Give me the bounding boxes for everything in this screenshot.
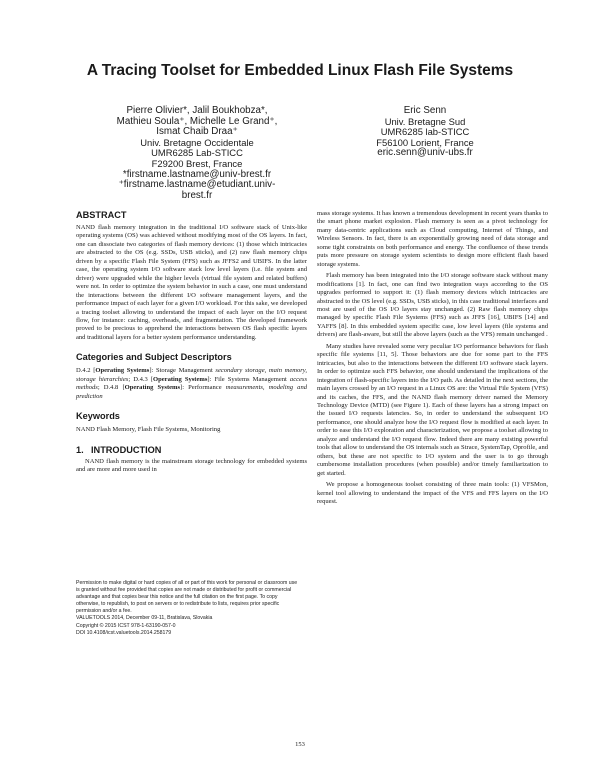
copyright-line: Copyright © 2015 ICST 978-1-63190-057-0 [76,622,176,629]
authors-right [355,106,495,159]
categories-text: D.4.2 [Operating Systems]: Storage Management secondary storage, main memory, storage hierarchies; D.4.3 [Operating Systems]: File Systems Management access methods; D.4.8 [Operating Systems]: Performance measurements, modeling and prediction [76,367,308,400]
permission-notice: Permission to make digital or hard copies of all or part of this work for personal or classroom use is granted without fee provided that copies are not made or distributed for profit or commercial advantage and that copies bear this notice and the full citation on the first page. To copy otherwise, to republish, to post on servers or to redistribute to lists, requires prior specific permission and/or a fee. [76,580,298,615]
author-email-1: *firstname.lastname@univ-brest.fr [122,168,272,180]
abstract-text: NAND flash memory integration in the traditional I/O software stack of Unix-like operating systems (OS) was achieved without modifying most of the OS layers. In fact, one can dissociate two categories of flash memory devices: (1) those which intricacies are abstracted to the OS (e.g. SSDs, USB sticks), and (2) raw flash memory chips driven by a specific Flash File System (FFS) such as JFFS2 and UBIFS. In the latter case, the operating system I/O software stack low level layers (i.e. file system and driver) were upgraded while the higher levels (virtual file system and related buffers) were not. In order to optimize the system behavior in such a case, one must understand the interactions between the different I/O software management layers, and the performance impact of each layer for a given I/O workload. For this sake, we developed a tracing toolset allowing to understand the impact of each layer on the I/O request flow, for instance: caching, overheads, and fragmentation. The developed framework proved to be precious to apprehend the interactions between OS flash specific layers and traditional layers for a better system performance understanding. [76,224,307,341]
doi-line: DOI 10.4108/icst.valuetools.2014.258179 [76,629,172,636]
paper-title: A Tracing Toolset for Embedded Linux Flash File Systems [86,62,514,79]
right-column [317,210,548,506]
introduction-heading: 1. INTRODUCTION [76,444,162,455]
affiliation-city: F29200 Brest, France [151,157,243,169]
affiliation-lab: UMR6285 Lab-STICC [151,147,243,159]
author-names-line-1: Pierre Olivier*, Jalil Boukhobza*, [126,105,268,116]
author-names-line-2: Mathieu Soula⁺, Michelle Le Grand⁺, [116,115,278,127]
affiliation-university-2: Univ. Bretagne Sud [384,115,466,127]
abstract-heading: ABSTRACT [76,210,127,220]
intro-paragraph-2: Flash memory has been integrated into the I/O storage software stack without many modifications [1]. In fact, one can find two integration ways according to the OS upgrades performed to support it: (1) flash memory devices which intricacies are abstracted to the OS level (e.g. SSDs, USB sticks), in this case traditional interfaces and most are used of the OS I/O layers stay unchanged. (2) Raw flash memory chips managed by specific Flash File Systems (FFS) such as JFFS [16], UBIFS [14] and YAFFS [8]. In this embedded system specific case, low level layers (file systems and drivers) are flash-aware, but still the above layers (such as the VFS) remain unchanged . [317,272,548,339]
categories-heading: Categories and Subject Descriptors [76,352,232,363]
conference-info: VALUETOOLS 2014, December 09-11, Bratislava, Slovakia [76,615,213,622]
intro-paragraph-3: Many studies have revealed some very peculiar I/O performance behaviors for flash specific file systems [11, 5]. Those behaviors are due for some part to the FFS intricacies, but also to the interactions between the different I/O software stack layers. In order to optimize such FFS behavior, one should understand the implications of the integration of flash-specific layers into the I/O path. As detailed in the next sections, the main layers crossed by an I/O request in a Linux OS are: the Virtual File System (VFS) and its caches, the FFS, and the NAND flash memory driver named the Memory Technology Device (MTD) (see Figure 1). Each of these layers has a strong impact on the issued I/O requests latencies. So, in order to understand the subsequent I/O performance, one should analyze how the I/O request flow is modified at each layer. In order to ease this I/O exploration and characterization, we propose a toolset allowing to analyze and understand the I/O request flow. Indeed there are many existing powerful tools that allow to understand the OS internals such as Strace, SystemTap, Oprofile, and others, but these are not specific to I/O system and the user is to go through cumbersome installation procedures (when possible) and/or timely familiarization to get started. [317,342,548,477]
author-name-senn: Eric Senn [403,105,447,116]
authors-left [98,106,296,201]
author-email-3: eric.senn@univ-ubs.fr [377,147,473,159]
left-column [76,210,307,475]
affiliation-university: Univ. Bretagne Occidentale [140,136,254,148]
intro-paragraph-1-cont: mass storage systems. It has known a tremendous development in recent years thanks to the smart phone market explosion. Flash memory is seen as a pivot technology for many data-centric applications such as Cloud computing, Internet of Things, and Wireless Sensors. In fact, there is an exponentially growing need of data storage and some tight constraints on both performance and energy. The confluence of these trends puts more pressure on storage system scientists to design more efficient flash based storage systems. [317,210,548,268]
author-email-2: ⁺firstname.lastname@etudiant.univ- [118,179,276,191]
keywords-heading: Keywords [76,411,120,422]
page-number: 153 [295,741,305,748]
affiliation-lab-2: UMR6285 lab-STICC [380,126,470,138]
intro-paragraph-1: NAND flash memory is the mainstream storage technology for embedded systems and are more and more used in [76,457,307,474]
intro-paragraph-4: We propose a homogeneous toolset consisting of three main tools: (1) VFSMon, kernel tool allowing to understand the impact of the VFS and FFS layers on the I/O request. [317,481,548,505]
keywords-text: NAND Flash Memory, Flash File Systems, Monitoring [76,426,221,434]
copyright-footnote [76,580,302,637]
affiliation-city-2: F56100 Lorient, France [376,136,474,148]
author-email-2-cont: brest.fr [181,189,213,201]
author-names-line-3: Ismat Chaib Draa⁺ [156,126,238,138]
